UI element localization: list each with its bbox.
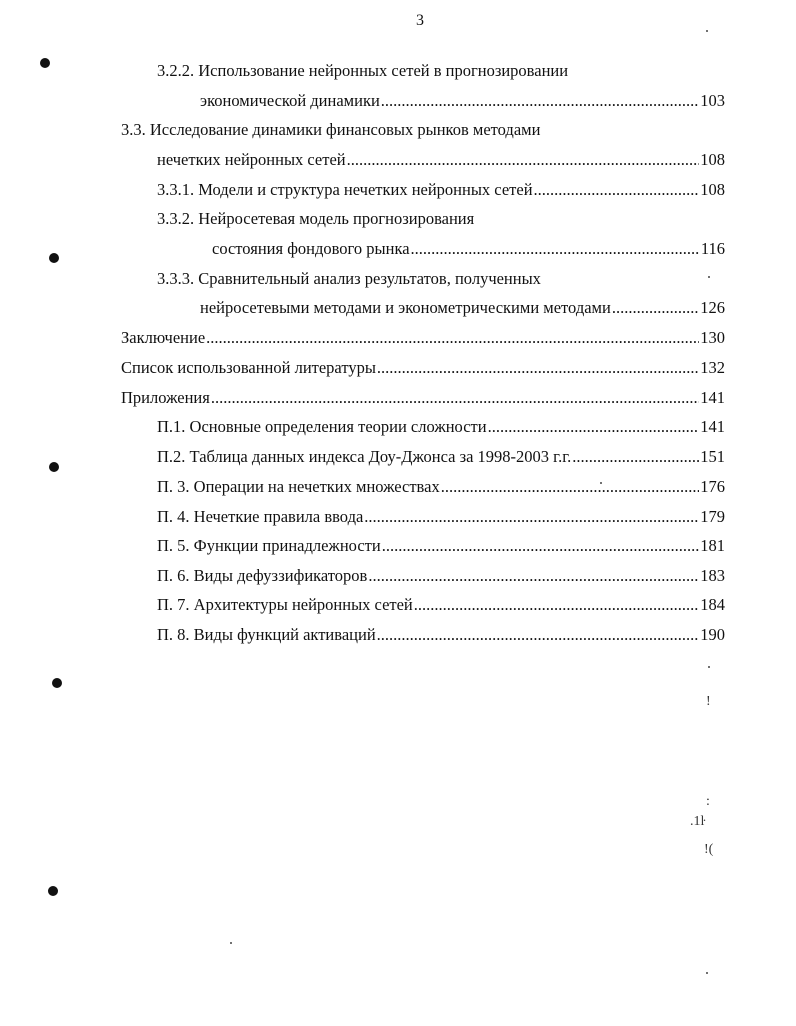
- leader-dots: [364, 506, 699, 528]
- scan-speck: [708, 276, 710, 278]
- toc-entry-appendix-5: [157, 535, 725, 557]
- toc-entry-label: П. 4. Нечеткие правила ввода: [157, 507, 364, 526]
- margin-mark: :: [706, 794, 710, 809]
- scan-speck: [600, 482, 602, 484]
- toc-entry-label: Список использованной литературы: [121, 358, 376, 377]
- toc-entry-label: П.2. Таблица данных индекса Доу-Джонса за 1998-2003 г.г.: [157, 447, 572, 466]
- leader-dots: [206, 327, 699, 349]
- margin-mark: !(: [704, 842, 714, 857]
- toc-entry-appendix-4: [157, 506, 725, 528]
- leader-dots: [347, 149, 700, 171]
- toc-entry-page: 141: [700, 388, 725, 407]
- toc-entry-label: экономической динамики: [200, 91, 380, 110]
- punch-hole-dot: [49, 253, 59, 263]
- leader-dots: [377, 624, 700, 646]
- toc-entry-page: 151: [700, 447, 725, 466]
- toc-entry-label: нечетких нейронных сетей: [157, 150, 346, 169]
- toc-entry-3-3-2: [157, 208, 474, 230]
- toc-entry-3-2-2: [157, 60, 568, 82]
- toc-entry-page: 183: [700, 566, 725, 585]
- toc-entry-page: 108: [700, 180, 725, 199]
- toc-entry-page: 103: [700, 91, 725, 110]
- toc-entry-label: П. 8. Виды функций активаций: [157, 625, 376, 644]
- toc-entry-references: [121, 357, 725, 379]
- toc-entry-label: П. 3. Операции на нечетких множествах: [157, 477, 440, 496]
- toc-entry-appendix-6: [157, 565, 725, 587]
- toc-entry-page: 116: [700, 239, 725, 258]
- toc-entry-label: П.1. Основные определения теории сложности: [157, 417, 487, 436]
- toc-entry-appendix-7: [157, 594, 725, 616]
- scan-speck: [230, 942, 232, 944]
- leader-dots: [612, 297, 699, 319]
- toc-entry-3-3-3: [157, 268, 541, 290]
- toc-entry-label: нейросетевыми методами и эконометрическими методами: [200, 298, 611, 317]
- toc-entry-label: П. 7. Архитектуры нейронных сетей: [157, 595, 413, 614]
- toc-entry-label: 3.3.2. Нейросетевая модель прогнозирования: [157, 209, 475, 228]
- leader-dots: [381, 90, 699, 112]
- leader-dots: [488, 416, 700, 438]
- toc-entry-label: состояния фондового рынка: [212, 239, 410, 258]
- toc-entry-conclusion: [121, 327, 725, 349]
- toc-entry-3-3-1: [157, 179, 725, 201]
- toc-entry-page: 181: [700, 536, 725, 555]
- toc-entry-3-3: [121, 119, 540, 141]
- leader-dots: [414, 594, 699, 616]
- toc-entry-appendix-3: [157, 476, 725, 498]
- toc-entry-page: 190: [700, 625, 725, 644]
- toc-entry-appendices: [121, 387, 725, 409]
- toc-entry-appendix-1: [157, 416, 725, 438]
- toc-entry-3-3-2-cont: [212, 238, 725, 260]
- toc-entry-page: 141: [700, 417, 725, 436]
- leader-dots: [411, 238, 700, 260]
- punch-hole-dot: [49, 462, 59, 472]
- toc-entry-page: 132: [700, 358, 725, 377]
- toc-entry-3-3-3-cont: [200, 297, 725, 319]
- margin-mark: !: [706, 694, 711, 709]
- toc-entry-label: 3.2.2. Использование нейронных сетей в прогнозировании: [157, 61, 569, 80]
- toc-entry-page: 126: [700, 298, 725, 317]
- leader-dots: [534, 179, 700, 201]
- leader-dots: [572, 446, 699, 468]
- toc-entry-label: 3.3.1. Модели и структура нечетких нейронных сетей: [157, 180, 533, 199]
- toc-entry-page: 184: [700, 595, 725, 614]
- scan-speck: [706, 972, 708, 974]
- toc-entry-page: 130: [700, 328, 725, 347]
- leader-dots: [441, 476, 700, 498]
- toc-entry-label: Заключение: [121, 328, 206, 347]
- leader-dots: [382, 535, 700, 557]
- leader-dots: [368, 565, 699, 587]
- scan-speck: [706, 30, 708, 32]
- toc-entry-label: П. 6. Виды дефуззификаторов: [157, 566, 368, 585]
- toc-entry-page: 108: [700, 150, 725, 169]
- page-number: 3: [416, 12, 424, 29]
- toc-entry-label: П. 5. Функции принадлежности: [157, 536, 381, 555]
- punch-hole-dot: [48, 886, 58, 896]
- toc-entry-3-3-cont: [157, 149, 725, 171]
- punch-hole-dot: [52, 678, 62, 688]
- toc-entry-3-2-2-cont: [200, 90, 725, 112]
- leader-dots: [211, 387, 699, 409]
- toc-entry-label: 3.3. Исследование динамики финансовых рынков методами: [121, 120, 541, 139]
- punch-hole-dot: [40, 58, 50, 68]
- margin-mark: .1ŀ: [690, 814, 706, 829]
- toc-entry-page: 176: [700, 477, 725, 496]
- toc-entry-appendix-8: [157, 624, 725, 646]
- toc-entry-label: 3.3.3. Сравнительный анализ результатов, полученных: [157, 269, 541, 288]
- leader-dots: [377, 357, 699, 379]
- toc-entry-label: Приложения: [121, 388, 210, 407]
- toc-entry-appendix-2: [157, 446, 725, 468]
- toc-entry-page: 179: [700, 507, 725, 526]
- scan-speck: [708, 666, 710, 668]
